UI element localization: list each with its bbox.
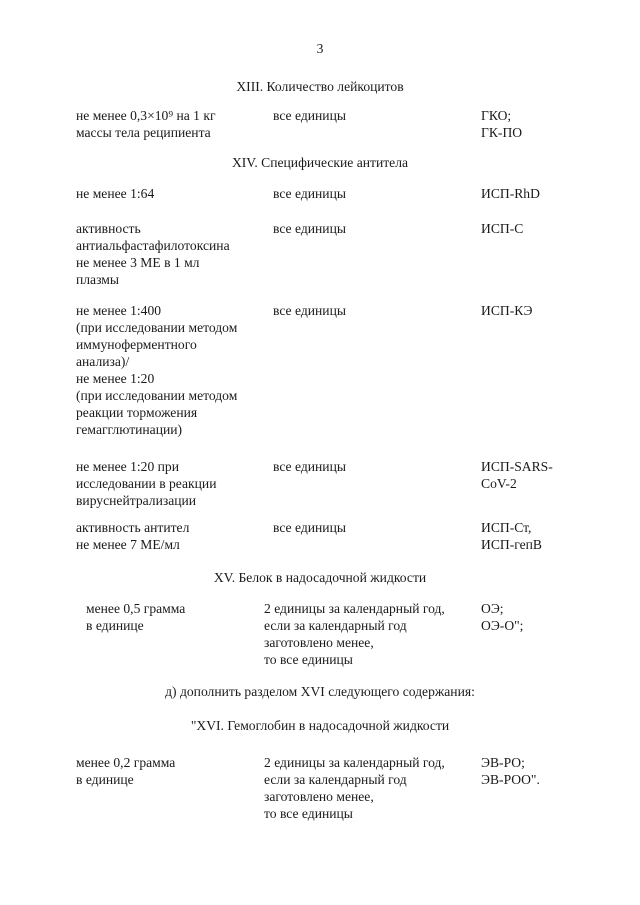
code-cell (481, 185, 601, 202)
amendment-instruction: д) дополнить разделом XVI следующего содержания: (165, 684, 475, 699)
volume-line: заготовлено менее, (264, 635, 374, 650)
code-cell (481, 600, 601, 634)
code-cell (481, 519, 601, 553)
volume-cell (264, 754, 479, 822)
criterion-line: в единице (86, 618, 144, 633)
criterion-line: гемагглютинации) (76, 422, 183, 437)
criterion-cell (76, 302, 266, 438)
volume-line: все единицы (273, 108, 346, 123)
criterion-line: массы тела реципиента (76, 125, 211, 140)
criterion-line: активность (76, 221, 141, 236)
code-line: ИСП-гепВ (481, 537, 542, 552)
section-heading-xvi: "XVI. Гемоглобин в надосадочной жидкости (190, 718, 450, 733)
criterion-cell (76, 458, 266, 509)
criterion-line: не менее 1:20 (76, 371, 155, 386)
code-line: ОЭ-О"; (481, 618, 524, 633)
volume-cell (273, 220, 463, 237)
criterion-line: не менее 0,3×10⁹ на 1 кг (76, 108, 216, 123)
criterion-cell (76, 754, 256, 788)
volume-line: все единицы (273, 520, 346, 535)
criterion-line: иммуноферментного (76, 337, 197, 352)
criterion-cell (76, 185, 266, 202)
volume-line: если за календарный год (264, 618, 407, 633)
criterion-cell (86, 600, 256, 634)
volume-cell (273, 107, 463, 124)
criterion-line: анализа)/ (76, 354, 130, 369)
volume-line: то все единицы (264, 652, 353, 667)
code-line: ИСП-RhD (481, 186, 540, 201)
code-line: ГКО; (481, 108, 512, 123)
code-line: ГК-ПО (481, 125, 523, 140)
code-line: ИСП-Ст, (481, 520, 532, 535)
criterion-line: антиальфастафилотоксина (76, 238, 230, 253)
code-cell (481, 754, 601, 788)
code-line: ИСП-КЭ (481, 303, 533, 318)
volume-line: все единицы (273, 459, 346, 474)
volume-cell (273, 519, 463, 536)
section-heading-xv: XV. Белок в надосадочной жидкости (213, 570, 427, 585)
code-cell (481, 220, 601, 237)
criterion-line: не менее 1:20 при (76, 459, 179, 474)
volume-cell (273, 302, 463, 319)
criterion-line: не менее 3 МЕ в 1 мл (76, 255, 200, 270)
volume-line: все единицы (273, 221, 346, 236)
criterion-line: плазмы (76, 272, 120, 287)
code-line: ЭВ-РО; (481, 755, 525, 770)
criterion-cell (76, 519, 266, 553)
volume-line: заготовлено менее, (264, 789, 374, 804)
criterion-line: не менее 1:400 (76, 303, 162, 318)
criterion-line: в единице (76, 772, 134, 787)
criterion-line: активность антител (76, 520, 190, 535)
code-line: CoV-2 (481, 476, 517, 491)
page-number: 3 (316, 41, 324, 56)
criterion-line: не менее 1:64 (76, 186, 155, 201)
volume-cell (273, 458, 463, 475)
criterion-line: исследовании в реакции (76, 476, 217, 491)
volume-line: все единицы (273, 303, 346, 318)
criterion-line: (при исследовании методом (76, 320, 238, 335)
criterion-cell (76, 220, 266, 288)
code-line: ИСП-С (481, 221, 524, 236)
criterion-line: менее 0,2 грамма (76, 755, 176, 770)
volume-cell (264, 600, 479, 668)
criterion-line: менее 0,5 грамма (86, 601, 186, 616)
criterion-line: не менее 7 МЕ/мл (76, 537, 180, 552)
volume-line: 2 единицы за календарный год, (264, 755, 445, 770)
section-heading-xiii: XIII. Количество лейкоцитов (236, 79, 404, 94)
criterion-line: вируснейтрализации (76, 493, 197, 508)
volume-line: если за календарный год (264, 772, 407, 787)
section-heading-xiv: XIV. Специфические антитела (231, 155, 409, 170)
volume-line: то все единицы (264, 806, 353, 821)
volume-line: 2 единицы за календарный год, (264, 601, 445, 616)
code-line: ОЭ; (481, 601, 504, 616)
volume-line: все единицы (273, 186, 346, 201)
volume-cell (273, 185, 463, 202)
code-line: ЭВ-РОО". (481, 772, 540, 787)
code-cell (481, 107, 601, 141)
criterion-line: (при исследовании методом (76, 388, 238, 403)
criterion-cell (76, 107, 266, 141)
code-cell (481, 302, 601, 319)
criterion-line: реакции торможения (76, 405, 198, 420)
code-cell (481, 458, 601, 492)
code-line: ИСП-SARS- (481, 459, 553, 474)
